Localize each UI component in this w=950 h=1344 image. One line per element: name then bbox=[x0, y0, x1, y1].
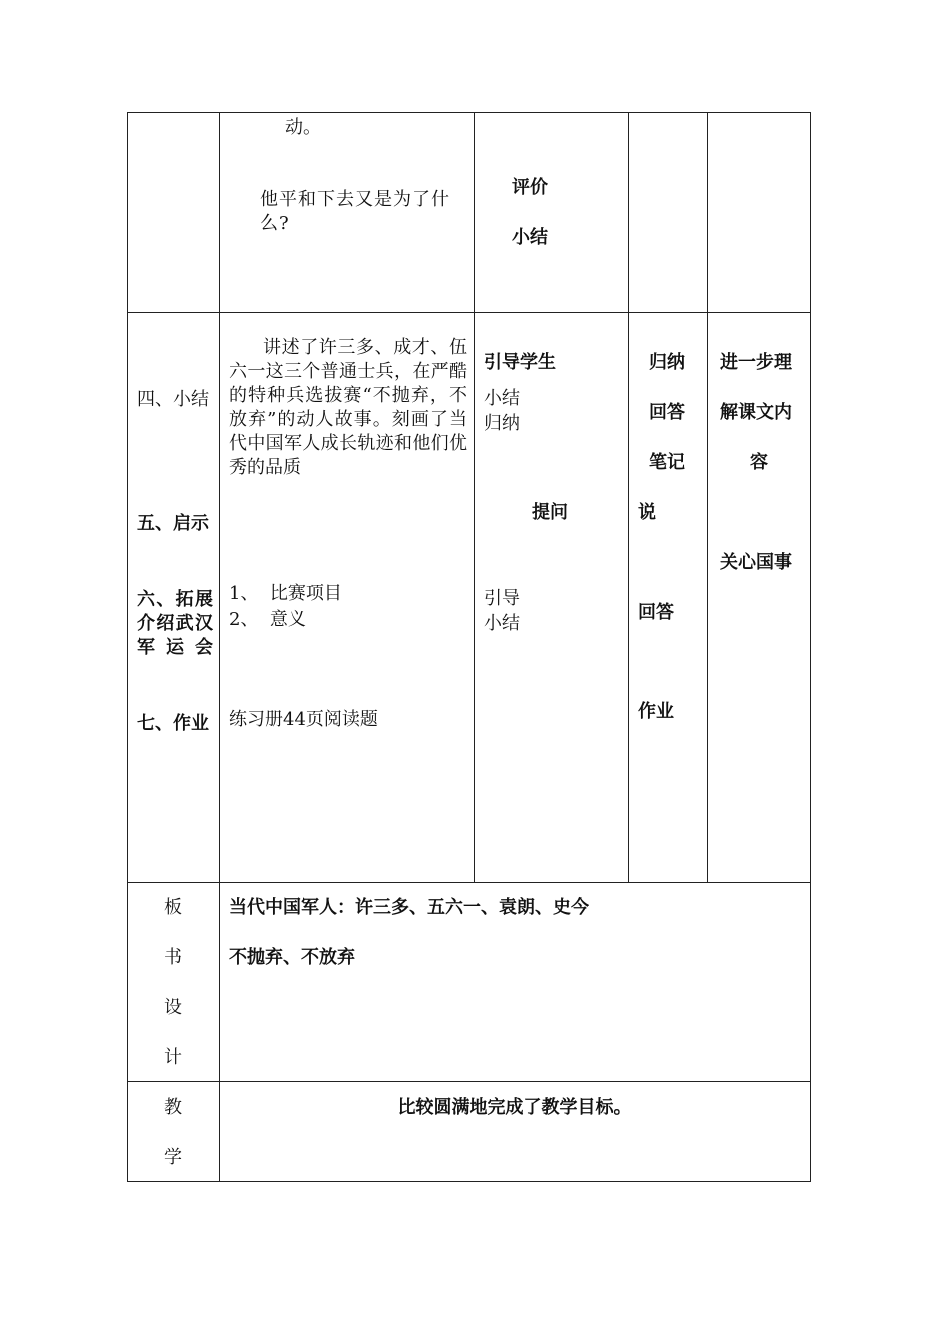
table-rule bbox=[127, 312, 811, 313]
teacher-activity: 提问 bbox=[532, 502, 568, 523]
section-heading: 七、作业 bbox=[137, 713, 209, 734]
content-text: 动。 bbox=[285, 117, 321, 138]
table-rule bbox=[127, 882, 811, 883]
teacher-activity: 引导 bbox=[484, 588, 520, 609]
table-rule bbox=[127, 1081, 811, 1082]
list-item: 2、 意义 bbox=[229, 609, 306, 630]
teacher-activity: 引导学生 bbox=[484, 352, 556, 373]
board-label: 计 bbox=[164, 1047, 182, 1068]
student-activity: 回答 bbox=[638, 602, 674, 623]
design-intent: 容 bbox=[750, 452, 768, 473]
table-rule bbox=[127, 1181, 811, 1182]
board-label: 板 bbox=[164, 897, 182, 918]
homework-text: 练习册44页阅读题 bbox=[229, 709, 378, 730]
reflection-text: 比较圆满地完成了教学目标。 bbox=[397, 1097, 632, 1118]
teacher-activity: 小结 bbox=[484, 613, 520, 634]
lesson-plan-table bbox=[127, 112, 811, 1182]
section-heading: 六、拓展介绍武汉军运会 bbox=[137, 589, 213, 658]
section-heading: 五、启示 bbox=[137, 513, 209, 534]
student-activity: 作业 bbox=[638, 701, 674, 722]
student-activity: 回答 bbox=[649, 402, 685, 423]
teacher-activity: 归纳 bbox=[484, 413, 520, 434]
content-text: 他平和下去又是为了什么? bbox=[260, 189, 450, 234]
summary-text: 讲述了许三多、成才、伍六一这三个普通士兵，在严酷的特种兵选拔赛“不抛弃，不放弃”的动人故事。刻画了当代中国军人成长轨迹和他们优秀的品质 bbox=[229, 337, 467, 478]
list-item: 1、 比赛项目 bbox=[229, 583, 342, 604]
student-activity: 归纳 bbox=[649, 352, 685, 373]
reflection-label: 教 bbox=[164, 1097, 182, 1118]
method-text: 小结 bbox=[512, 227, 548, 248]
teacher-activity: 小结 bbox=[484, 388, 520, 409]
method-text: 评价 bbox=[512, 177, 548, 198]
board-label: 书 bbox=[164, 947, 182, 968]
table-rule bbox=[127, 112, 128, 1182]
student-activity: 说 bbox=[638, 502, 656, 523]
reflection-label: 学 bbox=[164, 1147, 182, 1168]
table-rule bbox=[474, 112, 475, 882]
table-rule bbox=[628, 112, 629, 882]
table-rule bbox=[707, 112, 708, 882]
design-intent: 进一步理 bbox=[720, 352, 792, 373]
student-activity: 笔记 bbox=[649, 452, 685, 473]
board-label: 设 bbox=[164, 997, 182, 1018]
design-intent: 解课文内 bbox=[720, 402, 792, 423]
table-rule bbox=[219, 112, 220, 1182]
board-text: 不抛弃、不放弃 bbox=[229, 947, 355, 968]
table-rule bbox=[810, 112, 811, 1182]
table-rule bbox=[127, 112, 811, 113]
board-text: 当代中国军人：许三多、五六一、袁朗、史今 bbox=[229, 897, 589, 918]
design-intent: 关心国事 bbox=[720, 552, 792, 573]
section-heading: 四、小结 bbox=[137, 389, 209, 410]
